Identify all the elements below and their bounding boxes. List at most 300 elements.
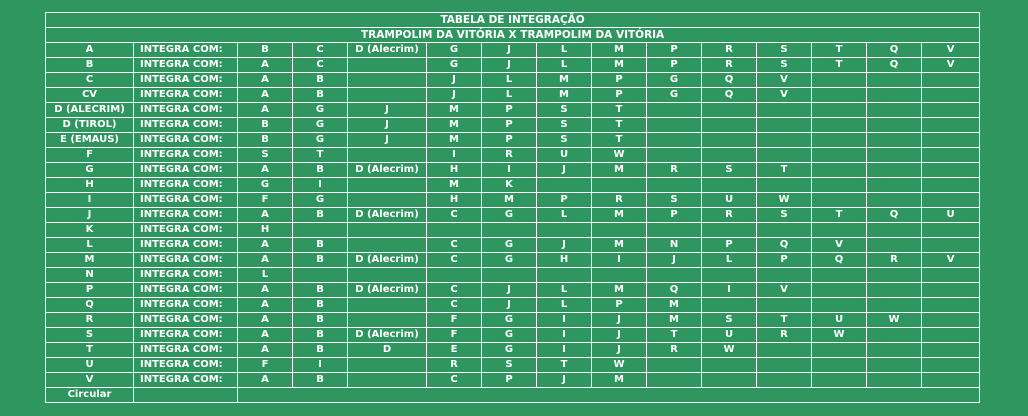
- integration-cell: B: [293, 88, 348, 103]
- integration-cell: S: [537, 118, 592, 133]
- integration-cell: [922, 313, 980, 328]
- integration-cell: [922, 73, 980, 88]
- integration-cell: P: [647, 208, 702, 223]
- integration-cell: R: [702, 58, 757, 73]
- integration-cell: [592, 268, 647, 283]
- integration-cell: C: [427, 373, 482, 388]
- integra-com-label: INTEGRA COM:: [134, 373, 238, 388]
- integration-cell: P: [757, 253, 812, 268]
- integration-cell: S: [757, 43, 812, 58]
- integration-cell: S: [647, 193, 702, 208]
- integration-cell: [702, 118, 757, 133]
- line-name-cell: C: [46, 73, 134, 88]
- integration-cell: W: [592, 358, 647, 373]
- integration-cell: [757, 118, 812, 133]
- integra-com-label: INTEGRA COM:: [134, 73, 238, 88]
- integration-cell: M: [592, 163, 647, 178]
- integration-cell: G: [647, 88, 702, 103]
- integration-cell: [867, 328, 922, 343]
- integration-cell: Q: [867, 58, 922, 73]
- integration-cell: R: [867, 253, 922, 268]
- integration-cell: I: [427, 148, 482, 163]
- integration-cell: T: [537, 358, 592, 373]
- integration-cell: J: [482, 58, 537, 73]
- integration-cell: T: [592, 118, 647, 133]
- integration-cell: [647, 178, 702, 193]
- integration-cell: L: [482, 88, 537, 103]
- integration-cell: R: [427, 358, 482, 373]
- integration-cell: P: [647, 43, 702, 58]
- integration-cell: [757, 178, 812, 193]
- integration-cell: P: [482, 118, 537, 133]
- integration-cell: [348, 313, 427, 328]
- integration-cell: B: [293, 208, 348, 223]
- integration-cell: M: [592, 43, 647, 58]
- integra-com-label: INTEGRA COM:: [134, 103, 238, 118]
- integration-cell: A: [238, 238, 293, 253]
- integration-cell: R: [702, 43, 757, 58]
- integration-cell: D (Alecrim): [348, 253, 427, 268]
- integration-cell: M: [427, 178, 482, 193]
- integration-cell: [922, 133, 980, 148]
- integration-cell: A: [238, 163, 293, 178]
- integration-cell: [867, 73, 922, 88]
- line-name-cell: P: [46, 283, 134, 298]
- integration-cell: M: [592, 238, 647, 253]
- integra-com-label: INTEGRA COM:: [134, 88, 238, 103]
- integration-cell: P: [482, 373, 537, 388]
- integration-cell: D: [348, 343, 427, 358]
- integration-cell: L: [702, 253, 757, 268]
- integration-cell: [867, 148, 922, 163]
- integration-cell: R: [702, 208, 757, 223]
- integration-cell: M: [592, 58, 647, 73]
- line-name-cell: A: [46, 43, 134, 58]
- integration-cell: Q: [867, 208, 922, 223]
- integration-cell: M: [537, 73, 592, 88]
- line-name-cell: M: [46, 253, 134, 268]
- integration-cell: K: [482, 178, 537, 193]
- integration-cell: [812, 298, 867, 313]
- title-row-1: [46, 13, 980, 28]
- integration-cell: [482, 223, 537, 238]
- integration-cell: [647, 148, 702, 163]
- integration-cell: [482, 268, 537, 283]
- integration-cell: [922, 88, 980, 103]
- integration-cell: M: [647, 313, 702, 328]
- integration-cell: [757, 373, 812, 388]
- integra-com-label: INTEGRA COM:: [134, 313, 238, 328]
- integration-cell: L: [537, 208, 592, 223]
- line-name-cell: H: [46, 178, 134, 193]
- integration-cell: C: [293, 43, 348, 58]
- integration-cell: S: [757, 208, 812, 223]
- line-name-cell: J: [46, 208, 134, 223]
- integration-cell: D (Alecrim): [348, 43, 427, 58]
- integration-cell: [757, 103, 812, 118]
- integration-cell: C: [427, 208, 482, 223]
- integration-cell: [647, 373, 702, 388]
- integration-cell: [427, 268, 482, 283]
- integration-cell: R: [592, 193, 647, 208]
- integration-cell: J: [537, 238, 592, 253]
- integration-cell: [922, 373, 980, 388]
- integration-cell: P: [537, 193, 592, 208]
- integration-cell: F: [238, 193, 293, 208]
- integration-cell: J: [427, 88, 482, 103]
- integration-cell: W: [867, 313, 922, 328]
- integration-cell: [348, 88, 427, 103]
- integration-cell: B: [293, 73, 348, 88]
- integration-cell: [922, 268, 980, 283]
- integration-cell: [348, 58, 427, 73]
- integration-cell: N: [647, 238, 702, 253]
- integration-cell: J: [647, 253, 702, 268]
- integration-cell: V: [922, 58, 980, 73]
- integration-cell: [812, 223, 867, 238]
- line-name-cell: L: [46, 238, 134, 253]
- integration-cell: P: [592, 298, 647, 313]
- integration-cell: V: [812, 238, 867, 253]
- table-row: [46, 193, 980, 208]
- integra-com-label: INTEGRA COM:: [134, 148, 238, 163]
- integration-cell: D (Alecrim): [348, 163, 427, 178]
- table-row-circular: [46, 388, 980, 403]
- integration-cell: S: [757, 58, 812, 73]
- table-row: [46, 163, 980, 178]
- integration-cell: R: [647, 343, 702, 358]
- table-row: [46, 313, 980, 328]
- integration-cell: F: [427, 313, 482, 328]
- integration-cell: J: [427, 73, 482, 88]
- integra-com-label: INTEGRA COM:: [134, 283, 238, 298]
- integration-cell: [702, 298, 757, 313]
- integration-cell: G: [482, 238, 537, 253]
- integration-cell: L: [537, 298, 592, 313]
- integra-com-label: INTEGRA COM:: [134, 163, 238, 178]
- integration-cell: [812, 343, 867, 358]
- line-name-cell: B: [46, 58, 134, 73]
- integration-cell: W: [702, 343, 757, 358]
- integration-cell: A: [238, 103, 293, 118]
- integration-cell: [867, 178, 922, 193]
- integration-cell: [647, 103, 702, 118]
- integration-cell: [757, 148, 812, 163]
- integration-cell: B: [293, 313, 348, 328]
- integration-cell: Q: [647, 283, 702, 298]
- integra-com-label: INTEGRA COM:: [134, 298, 238, 313]
- integration-cell: G: [293, 133, 348, 148]
- integration-cell: [922, 358, 980, 373]
- integra-com-label: INTEGRA COM:: [134, 253, 238, 268]
- integration-cell: T: [812, 208, 867, 223]
- integration-cell: [867, 118, 922, 133]
- integration-cell: G: [482, 313, 537, 328]
- integration-cell: L: [537, 283, 592, 298]
- integration-cell: [757, 133, 812, 148]
- integration-cell: B: [293, 343, 348, 358]
- integration-cell: [348, 268, 427, 283]
- integration-cell: T: [812, 58, 867, 73]
- integration-cell: [348, 178, 427, 193]
- integration-cell: U: [812, 313, 867, 328]
- integration-cell: [922, 148, 980, 163]
- integration-cell: V: [922, 253, 980, 268]
- integration-cell: R: [482, 148, 537, 163]
- integration-cell: [702, 103, 757, 118]
- integration-cell: [867, 133, 922, 148]
- integration-cell: J: [592, 343, 647, 358]
- table-row: [46, 358, 980, 373]
- integration-cell: M: [592, 373, 647, 388]
- integration-cell: W: [592, 148, 647, 163]
- integration-cell: I: [592, 253, 647, 268]
- integration-cell: [867, 88, 922, 103]
- integration-cell: Q: [757, 238, 812, 253]
- integration-cell: C: [427, 253, 482, 268]
- table-row: [46, 88, 980, 103]
- integration-cell: [867, 283, 922, 298]
- integration-cell: [867, 238, 922, 253]
- integration-cell: [867, 373, 922, 388]
- integration-cell: T: [647, 328, 702, 343]
- integration-cell: B: [293, 238, 348, 253]
- integration-cell: D (Alecrim): [348, 208, 427, 223]
- integration-cell: U: [922, 208, 980, 223]
- integration-cell: [922, 193, 980, 208]
- integration-cell: G: [238, 178, 293, 193]
- integration-cell: J: [537, 163, 592, 178]
- title-row-2: [46, 28, 980, 43]
- integration-cell: I: [537, 343, 592, 358]
- integra-com-label: INTEGRA COM:: [134, 223, 238, 238]
- line-name-cell: N: [46, 268, 134, 283]
- table-title: TABELA DE INTEGRAÇÃO: [46, 13, 980, 28]
- integration-cell: [812, 283, 867, 298]
- integra-com-label: INTEGRA COM:: [134, 238, 238, 253]
- integration-cell: J: [348, 103, 427, 118]
- table-row: [46, 58, 980, 73]
- integration-table: [45, 12, 980, 403]
- integra-com-label: INTEGRA COM:: [134, 358, 238, 373]
- integration-cell: L: [482, 73, 537, 88]
- integration-cell: [427, 223, 482, 238]
- integration-cell: G: [482, 253, 537, 268]
- integration-cell: T: [757, 313, 812, 328]
- integration-cell: P: [482, 103, 537, 118]
- table-row: [46, 208, 980, 223]
- integration-cell: P: [647, 58, 702, 73]
- integration-cell: S: [702, 313, 757, 328]
- integration-cell: M: [427, 133, 482, 148]
- integration-cell: P: [482, 133, 537, 148]
- integration-cell: U: [702, 328, 757, 343]
- integration-cell: R: [647, 163, 702, 178]
- integration-cell: M: [592, 208, 647, 223]
- line-name-cell: V: [46, 373, 134, 388]
- integra-com-label: INTEGRA COM:: [134, 43, 238, 58]
- integration-cell: A: [238, 208, 293, 223]
- integration-cell: G: [293, 193, 348, 208]
- integration-cell: W: [757, 193, 812, 208]
- line-name-cell: R: [46, 313, 134, 328]
- integration-cell: L: [238, 268, 293, 283]
- integration-cell: J: [348, 133, 427, 148]
- integration-cell: I: [537, 328, 592, 343]
- integration-cell: [757, 223, 812, 238]
- integration-cell: [702, 223, 757, 238]
- table-row: [46, 343, 980, 358]
- integration-cell: [702, 373, 757, 388]
- integration-cell: A: [238, 253, 293, 268]
- integration-cell: B: [238, 133, 293, 148]
- integration-cell: A: [238, 373, 293, 388]
- integra-com-label: INTEGRA COM:: [134, 178, 238, 193]
- line-name-cell: E (EMAUS): [46, 133, 134, 148]
- integration-cell: A: [238, 343, 293, 358]
- integration-cell: [922, 298, 980, 313]
- integration-cell: B: [238, 43, 293, 58]
- integration-cell: [592, 223, 647, 238]
- integration-cell: [867, 358, 922, 373]
- line-name-cell: D (ALECRIM): [46, 103, 134, 118]
- integration-cell: B: [293, 283, 348, 298]
- integration-cell: U: [537, 148, 592, 163]
- integration-cell: [922, 238, 980, 253]
- integration-cell: [812, 148, 867, 163]
- table-subtitle: TRAMPOLIM DA VITÓRIA X TRAMPOLIM DA VITÓRIA: [46, 28, 980, 43]
- integration-cell: A: [238, 283, 293, 298]
- integration-cell: T: [592, 133, 647, 148]
- line-name-cell: Q: [46, 298, 134, 313]
- integration-cell: W: [812, 328, 867, 343]
- integration-cell: [293, 268, 348, 283]
- integration-cell: G: [427, 58, 482, 73]
- integration-cell: [812, 163, 867, 178]
- integra-com-label: INTEGRA COM:: [134, 268, 238, 283]
- integration-cell: [867, 163, 922, 178]
- integra-com-label: INTEGRA COM:: [134, 343, 238, 358]
- empty-cell: [134, 388, 238, 403]
- integration-cell: [922, 343, 980, 358]
- integration-cell: T: [812, 43, 867, 58]
- table-row: [46, 238, 980, 253]
- integration-cell: P: [592, 73, 647, 88]
- table-row: [46, 118, 980, 133]
- integration-cell: [812, 358, 867, 373]
- table-row: [46, 223, 980, 238]
- integration-cell: [812, 88, 867, 103]
- integration-cell: H: [427, 193, 482, 208]
- integration-cell: M: [427, 118, 482, 133]
- integration-cell: I: [293, 178, 348, 193]
- integration-cell: B: [293, 328, 348, 343]
- integration-cell: J: [348, 118, 427, 133]
- table-row: [46, 268, 980, 283]
- integration-cell: [867, 268, 922, 283]
- integration-cell: B: [238, 118, 293, 133]
- integration-cell: C: [427, 283, 482, 298]
- integration-cell: [647, 223, 702, 238]
- integration-cell: A: [238, 328, 293, 343]
- integration-cell: A: [238, 58, 293, 73]
- line-name-cell: F: [46, 148, 134, 163]
- integration-cell: [757, 268, 812, 283]
- integration-cell: [702, 358, 757, 373]
- integration-cell: I: [702, 283, 757, 298]
- integration-cell: V: [922, 43, 980, 58]
- integration-cell: T: [293, 148, 348, 163]
- integration-cell: I: [537, 313, 592, 328]
- integration-cell: [812, 73, 867, 88]
- table-row: [46, 178, 980, 193]
- integration-table-container: [45, 12, 979, 403]
- table-row: [46, 148, 980, 163]
- integration-cell: [702, 148, 757, 163]
- integration-cell: J: [482, 283, 537, 298]
- integration-cell: R: [757, 328, 812, 343]
- integration-cell: H: [537, 253, 592, 268]
- integration-cell: M: [427, 103, 482, 118]
- integration-cell: T: [757, 163, 812, 178]
- integration-cell: V: [757, 283, 812, 298]
- integration-cell: J: [482, 298, 537, 313]
- integration-cell: [757, 358, 812, 373]
- integration-cell: [812, 268, 867, 283]
- integration-cell: V: [757, 88, 812, 103]
- integration-cell: A: [238, 298, 293, 313]
- integration-cell: [348, 358, 427, 373]
- integration-cell: E: [427, 343, 482, 358]
- integration-cell: [812, 103, 867, 118]
- line-name-cell: I: [46, 193, 134, 208]
- integration-cell: S: [482, 358, 537, 373]
- table-row: [46, 43, 980, 58]
- integration-cell: [867, 193, 922, 208]
- integration-cell: [537, 178, 592, 193]
- integration-cell: V: [757, 73, 812, 88]
- integration-cell: I: [482, 163, 537, 178]
- line-name-cell: T: [46, 343, 134, 358]
- integration-cell: D (Alecrim): [348, 283, 427, 298]
- integration-cell: L: [537, 43, 592, 58]
- line-name-cell: K: [46, 223, 134, 238]
- integration-cell: M: [647, 298, 702, 313]
- integration-cell: C: [293, 58, 348, 73]
- integration-cell: M: [537, 88, 592, 103]
- integration-cell: [757, 298, 812, 313]
- line-name-cell: S: [46, 328, 134, 343]
- integra-com-label: INTEGRA COM:: [134, 58, 238, 73]
- integration-cell: [867, 343, 922, 358]
- integration-cell: B: [293, 253, 348, 268]
- empty-cell: [238, 388, 980, 403]
- integration-cell: P: [592, 88, 647, 103]
- integration-cell: [812, 118, 867, 133]
- integra-com-label: INTEGRA COM:: [134, 193, 238, 208]
- integration-cell: J: [482, 43, 537, 58]
- integra-com-label: INTEGRA COM:: [134, 133, 238, 148]
- integration-cell: [348, 193, 427, 208]
- integration-cell: G: [427, 43, 482, 58]
- integration-cell: [348, 73, 427, 88]
- line-name-cell: CV: [46, 88, 134, 103]
- integra-com-label: INTEGRA COM:: [134, 328, 238, 343]
- integration-cell: [592, 178, 647, 193]
- integration-cell: B: [293, 163, 348, 178]
- integration-cell: S: [537, 133, 592, 148]
- integration-cell: D (Alecrim): [348, 328, 427, 343]
